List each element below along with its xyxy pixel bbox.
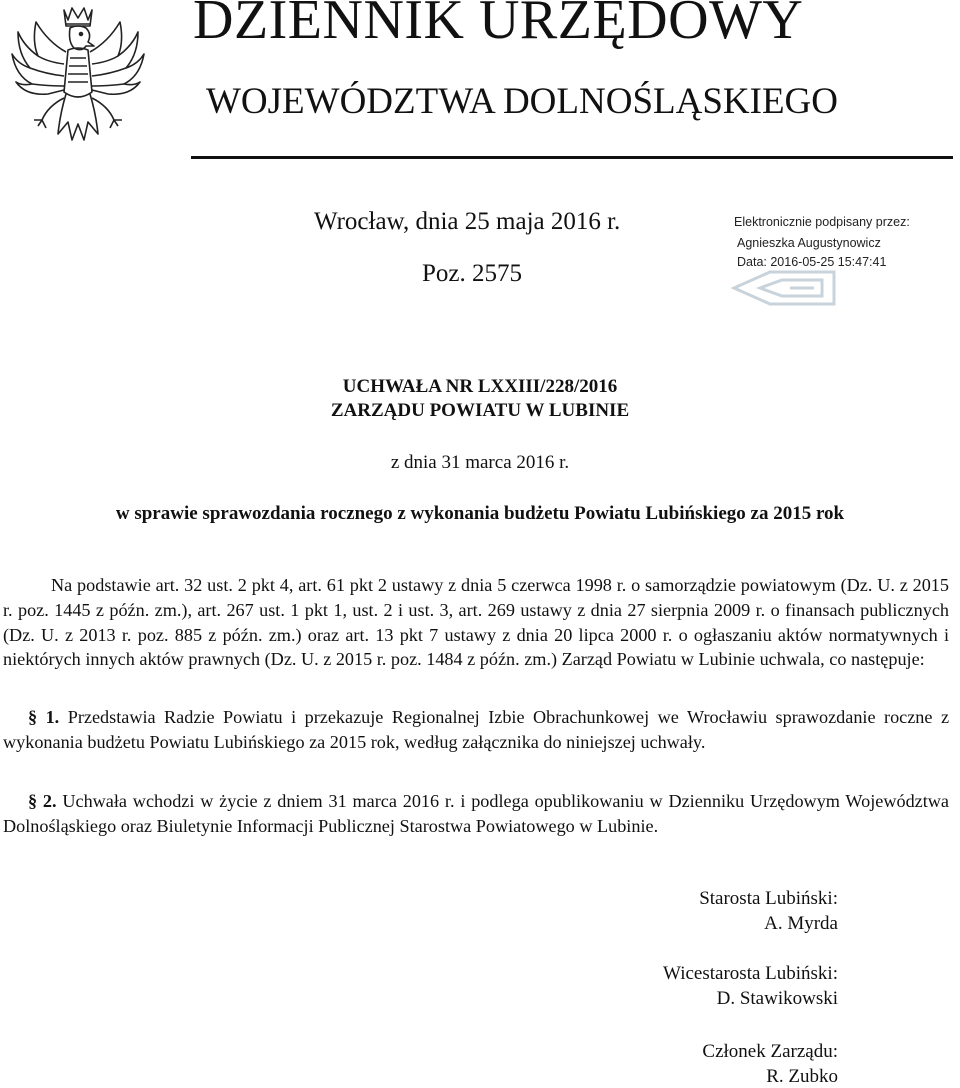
section-2-paragraph (3, 789, 949, 839)
section-2-label: § 2. (28, 791, 57, 811)
resolution-subject: w sprawie sprawozdania rocznego z wykonania budżetu Powiatu Lubińskiego za 2015 rok (115, 503, 845, 524)
signature-label: Elektronicznie podpisany przez: (734, 215, 910, 229)
publication-place-date: Wrocław, dnia 25 maja 2016 r. (314, 208, 621, 235)
signatory-name-wicestarosta: D. Stawikowski (716, 988, 838, 1009)
resolution-date: z dnia 31 marca 2016 r. (390, 452, 570, 473)
journal-title: DZIENNIK URZĘDOWY (193, 0, 804, 51)
position-number: Poz. 2575 (422, 260, 522, 287)
e-signature-logo-icon (730, 268, 840, 308)
signatory-name-starosta: A. Myrda (764, 913, 838, 934)
section-1-text: Przedstawia Radzie Powiatu i przekazuje Regionalnej Izbie Obrachunkowej we Wrocławiu sprawozdanie roczne z wykonania budżetu Powiatu Lubińskiego za 2015 rok, według załącznika do niniejszej uchwały. (3, 707, 950, 752)
signer-name: Agnieszka Augustynowicz (737, 236, 881, 250)
polish-eagle-emblem-icon (8, 2, 148, 156)
section-2-text: Uchwała wchodzi w życie z dniem 31 marca 2016 r. i podlega opublikowaniu w Dzienniku Urzędowym Województwa Dolnośląskiego oraz Biuletynie Informacji Publicznej Starostwa Powiatowego w Lubinie. (3, 791, 949, 836)
preamble-paragraph: Na podstawie art. 32 ust. 2 pkt 4, art. 61 pkt 2 ustawy z dnia 5 czerwca 1998 r. o samorządzie powiatowym (Dz. U. z 2015 r. poz. 1445 z późn. zm.), art. 267 ust. 1 pkt 1, ust. 2 i ust. 3, art. 269 ustawy z dnia 27 sierpnia 2009 r. o finansach publicznych (Dz. U. z 2013 r. poz. 885 z późn. zm.) oraz art. 13 pkt 7 ustawy z dnia 20 lipca 2000 r. o ogłaszaniu aktów normatywnych i niektórych innych aktów prawnych (Dz. U. z 2015 r. poz. 1484 z późn. zm.) Zarząd Powiatu w Lubinie uchwala, co następuje: (3, 575, 949, 670)
section-1-label: § 1. (28, 707, 60, 727)
signatory-name-member: R. Zubko (766, 1066, 838, 1087)
section-1-paragraph (3, 705, 949, 755)
signatory-role-starosta: Starosta Lubiński: (699, 888, 838, 909)
header-divider (191, 156, 953, 159)
signatory-role-wicestarosta: Wicestarosta Lubiński: (663, 963, 838, 984)
resolution-number: UCHWAŁA NR LXXIII/228/2016 (342, 376, 618, 397)
signature-date: Data: 2016-05-25 15:47:41 (737, 255, 887, 269)
issuing-body: ZARZĄDU POWIATU W LUBINIE (330, 400, 630, 421)
journal-subtitle: WOJEWÓDZTWA DOLNOŚLĄSKIEGO (206, 81, 838, 122)
signatory-role-member: Członek Zarządu: (702, 1041, 838, 1062)
